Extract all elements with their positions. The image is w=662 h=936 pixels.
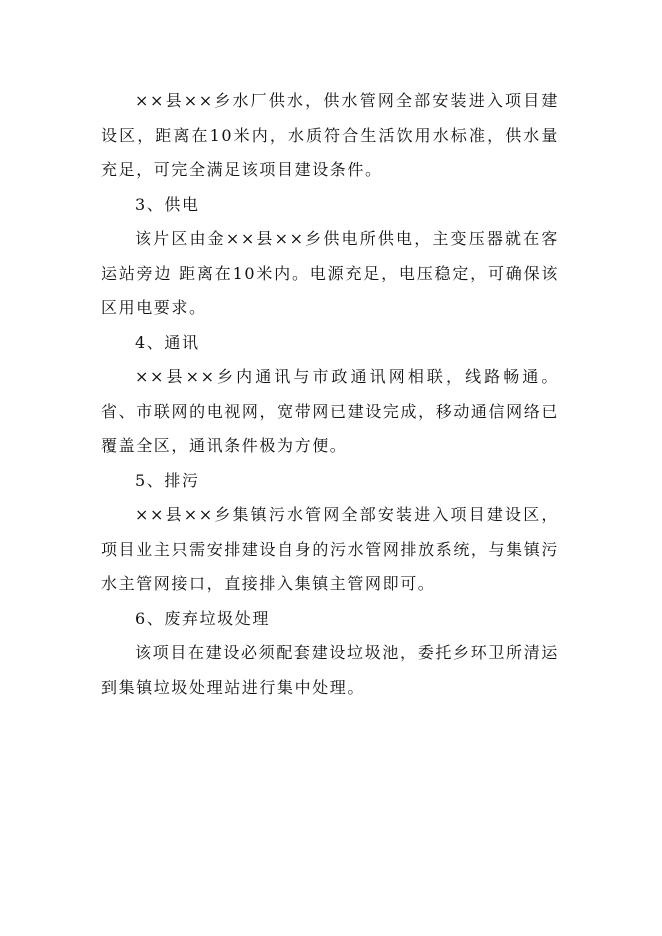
power-supply-heading: 3、供电 bbox=[135, 194, 200, 214]
document-body bbox=[101, 84, 559, 705]
water-supply-paragraph: ××县××乡水厂供水，供水管网全部安装进入项目建设区，距离在10米内，水质符合生活饮用水标准，供水量充足，可完全满足该项目建设条件。 bbox=[101, 91, 559, 179]
sewage-paragraph: ××县××乡集镇污水管网全部安装进入项目建设区，项目业主只需安排建设自身的污水管网排放系统，与集镇污水主管网接口，直接排入集镇主管网即可。 bbox=[101, 505, 559, 593]
power-supply-paragraph: 该片区由金××县××乡供电所供电，主变压器就在客运站旁边 距离在10米内。电源充足，电压稳定，可确保该区用电要求。 bbox=[101, 229, 559, 317]
communication-heading: 4、通讯 bbox=[135, 332, 200, 352]
communication-paragraph: ××县××乡内通讯与市政通讯网相联，线路畅通。省、市联网的电视网，宽带网已建设完成，移动通信网络已覆盖全区，通讯条件极为方便。 bbox=[101, 367, 559, 455]
waste-disposal-heading: 6、废弃垃圾处理 bbox=[135, 608, 270, 628]
sewage-heading: 5、排污 bbox=[135, 470, 200, 490]
waste-disposal-paragraph: 该项目在建设必须配套建设垃圾池，委托乡环卫所清运到集镇垃圾处理站进行集中处理。 bbox=[101, 643, 559, 697]
